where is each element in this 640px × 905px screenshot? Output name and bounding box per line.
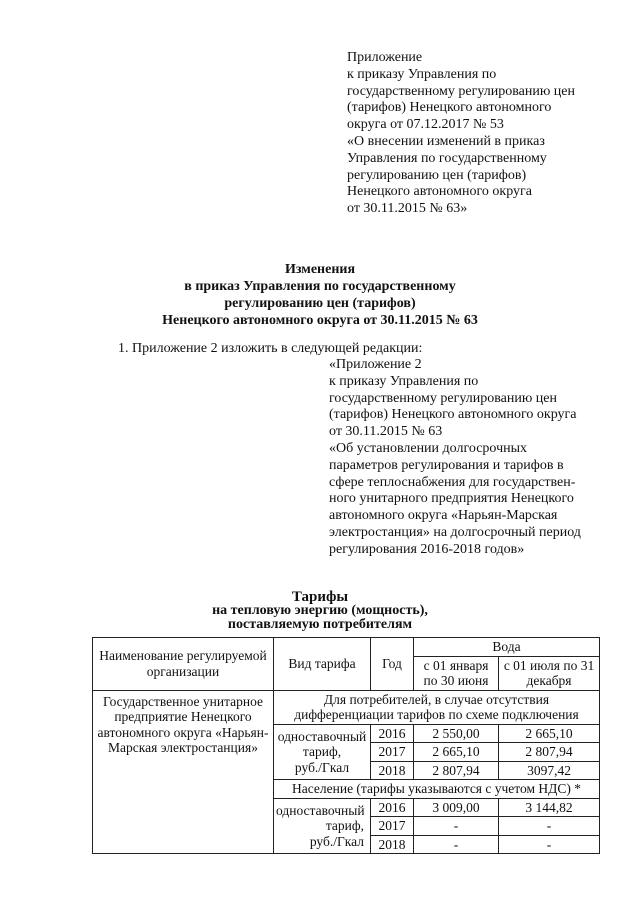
tariff-type-line: одноставочный	[276, 802, 365, 818]
value-cell: 2 807,94	[414, 761, 499, 780]
quoted-appendix-line: от 30.11.2015 № 63	[329, 424, 443, 440]
year-cell: 2017	[371, 817, 414, 836]
appendix-header	[347, 50, 575, 218]
appendix-header-line: к приказу Управления по	[347, 66, 497, 82]
header-period-2: с 01 июля по 31 декабря	[499, 656, 600, 690]
value-cell: -	[414, 817, 499, 836]
appendix-header-line: государственному регулированию цен	[347, 83, 575, 99]
tariff-type-line: руб./Гкал	[294, 759, 350, 775]
appendix-header-line: Управления по государственному	[347, 150, 547, 166]
appendix-header-line: Приложение	[347, 50, 423, 65]
table-row	[93, 690, 600, 724]
year-cell: 2016	[371, 798, 414, 817]
appendix-header-line: Ненецкого автономного округа	[347, 184, 532, 200]
year-cell: 2018	[371, 761, 414, 780]
document-title	[0, 261, 640, 329]
header-year: Год	[371, 638, 414, 691]
quoted-appendix	[329, 357, 581, 559]
appendix-header-line: от 30.11.2015 № 63»	[347, 201, 468, 217]
tariff-type-line: руб./Гкал	[309, 833, 364, 849]
quoted-appendix-line: (тарифов) Ненецкого автономного округа	[329, 407, 577, 423]
document-title-line: в приказ Управления по государственному	[184, 279, 456, 294]
quoted-appendix-line: ного унитарного предприятия Ненецкого	[329, 491, 574, 507]
amendment-paragraph-text: 1. Приложение 2 изложить в следующей редакции:	[118, 341, 423, 356]
document-title-line: регулированию цен (тарифов)	[224, 296, 416, 311]
header-period-1: с 01 января по 30 июня	[414, 656, 499, 690]
value-cell: 3097,42	[499, 761, 600, 780]
table-title-line: на тепловую энергию (мощность),	[212, 603, 428, 618]
section-population: Население (тарифы указываются с учетом НДС) *	[274, 780, 600, 799]
value-cell: -	[499, 817, 600, 836]
tariff-type-line: тариф,	[325, 818, 364, 833]
quoted-appendix-line: «Об установлении долгосрочных	[329, 440, 528, 456]
year-cell: 2017	[371, 743, 414, 762]
quoted-appendix-line: к приказу Управления по	[329, 373, 479, 389]
appendix-header-line: «О внесении изменений в приказ	[347, 133, 545, 149]
appendix-header-line: регулированию цен (тарифов)	[347, 167, 527, 183]
value-cell: 2 807,94	[499, 743, 600, 762]
document-title-line: Ненецкого автономного округа от 30.11.2015 № 63	[162, 313, 478, 328]
header-tariff-type: Вид тарифа	[274, 638, 371, 691]
year-cell: 2018	[371, 835, 414, 854]
org-name: Государственное унитарное предприятие Ненецкого автономного округа «Нарьян-Марская электростанция»	[93, 690, 274, 854]
table-title-line: поставляемую потребителям	[227, 617, 413, 632]
tariff-type-line: одноставочный	[277, 728, 367, 744]
value-cell: 2 665,10	[414, 743, 499, 762]
amendment-paragraph	[118, 341, 422, 358]
value-cell: -	[499, 835, 600, 854]
quoted-appendix-line: параметров регулирования и тарифов в	[329, 457, 564, 473]
table-title	[0, 590, 640, 632]
value-cell: 2 550,00	[414, 724, 499, 743]
value-cell: -	[414, 835, 499, 854]
tariff-table	[92, 637, 600, 854]
tariff-type-cell	[274, 798, 371, 854]
section-general-consumers: Для потребителей, в случае отсутствия дифференциации тарифов по схеме подключения	[274, 690, 600, 724]
year-cell: 2016	[371, 724, 414, 743]
tariff-type-line: тариф,	[302, 744, 342, 759]
value-cell: 2 665,10	[499, 724, 600, 743]
header-org: Наименование регулируемой организации	[93, 638, 274, 691]
quoted-appendix-line: сфере теплоснабжения для государствен-	[329, 474, 576, 490]
quoted-appendix-line: «Приложение 2	[329, 357, 422, 372]
quoted-appendix-line: электростанция» на долгосрочный период	[329, 524, 581, 540]
appendix-header-line: округа от 07.12.2017 № 53	[347, 117, 504, 133]
value-cell: 3 009,00	[414, 798, 499, 817]
quoted-appendix-line: государственному регулированию цен	[329, 390, 557, 406]
quoted-appendix-line: автономного округа «Нарьян-Марская	[329, 508, 558, 524]
appendix-header-line: (тарифов) Ненецкого автономного	[347, 100, 552, 116]
header-water: Вода	[414, 638, 600, 657]
value-cell: 3 144,82	[499, 798, 600, 817]
table-header-row	[93, 638, 600, 657]
table-title-line: Тарифы	[291, 589, 349, 605]
document-title-line: Изменения	[284, 262, 356, 277]
tariff-type-cell	[274, 724, 371, 780]
quoted-appendix-line: регулирования 2016-2018 годов»	[329, 541, 525, 557]
